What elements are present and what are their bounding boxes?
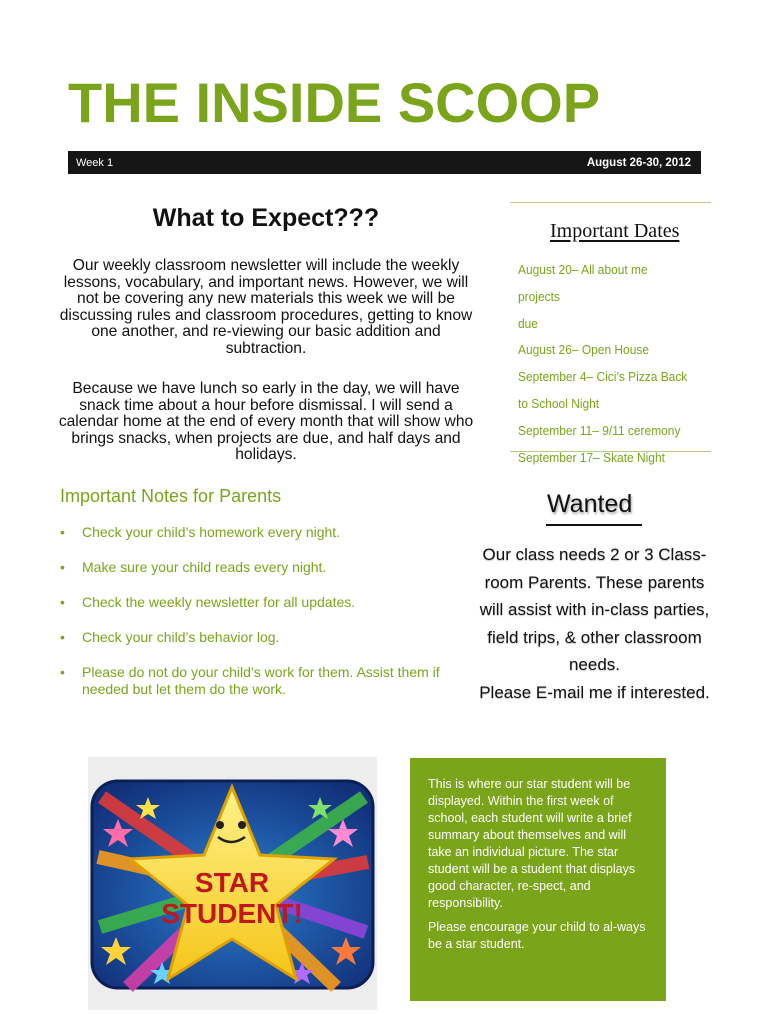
wanted-text: [462, 541, 727, 707]
notes-list: [60, 524, 440, 716]
expect-paragraph: Because we have lunch so early in the day, we will have snack time about a hour before dismissal. I will send a calendar home at the end of every month that will show who brings snacks, when projects are due, and half days and holidays.: [58, 380, 474, 464]
date-range: August 26-30, 2012: [586, 156, 691, 169]
date-line: August 20– All about me projects: [518, 262, 648, 304]
newsletter-title: THE INSIDE SCOOP: [68, 71, 601, 134]
wanted-line: field trips, & other classroom: [487, 627, 702, 647]
note-item: • Please do not do your child’s work for them. Assist them if needed but let them do the work.: [60, 664, 440, 698]
week-bar: [68, 151, 701, 174]
week-label: Week 1: [76, 156, 114, 169]
wanted-line: needs.: [568, 655, 621, 675]
important-dates-box: [510, 202, 711, 465]
star-text-line2: STUDENT!: [161, 898, 303, 929]
star-student-box: [410, 758, 666, 1001]
wanted-underline: [546, 524, 642, 526]
date-line: due: [518, 315, 538, 331]
star-student-clipart: [88, 757, 377, 1010]
star-student-paragraph: This is where our star student will be displayed. Within the first week of school, each student will write a brief summary about themselves and will take an individual picture. The star student will be a student that displays good character, re-spect, and responsibility.: [428, 777, 636, 910]
date-line: September 11– 9/11 ceremony: [518, 422, 681, 438]
wanted-line: will assist with in-class parties,: [479, 600, 710, 620]
note-item: • Check the weekly newsletter for all updates.: [60, 594, 440, 611]
wanted-line: Please E-mail me if interested.: [479, 682, 710, 702]
wanted-line: room Parents. These parents: [484, 572, 705, 592]
important-dates-heading: Important Dates: [550, 220, 680, 242]
note-item: • Make sure your child reads every night.: [60, 559, 440, 576]
date-line: August 26– Open House: [518, 342, 649, 358]
star-text-line1: STAR: [194, 867, 270, 898]
date-line: September 17– Skate Night: [518, 449, 665, 465]
date-line: September 4– Cici’s Pizza Back: [518, 369, 688, 385]
note-item: • Check your child’s behavior log.: [60, 629, 440, 646]
wanted-line: Our class needs 2 or 3 Class-: [482, 545, 707, 564]
star-student-image: [88, 757, 377, 1010]
expect-paragraph: Our weekly classroom newsletter will include the weekly lessons, vocabulary, and important news. However, we will not be covering any new materials this week we will be discussing rules and classroom procedures, getting to know one another, and re-viewing our basic addition and subtraction.: [59, 257, 473, 357]
what-to-expect-heading: What to Expect???: [152, 204, 380, 232]
dates-list: [518, 257, 708, 471]
notes-heading: Important Notes for Parents: [60, 486, 282, 506]
star-student-paragraph: Please encourage your child to al-ways be a star student.: [428, 920, 646, 951]
date-line: to School Night: [518, 395, 600, 411]
note-item: • Check your child’s homework every night.: [60, 524, 440, 541]
wanted-heading: Wanted: [547, 490, 633, 518]
